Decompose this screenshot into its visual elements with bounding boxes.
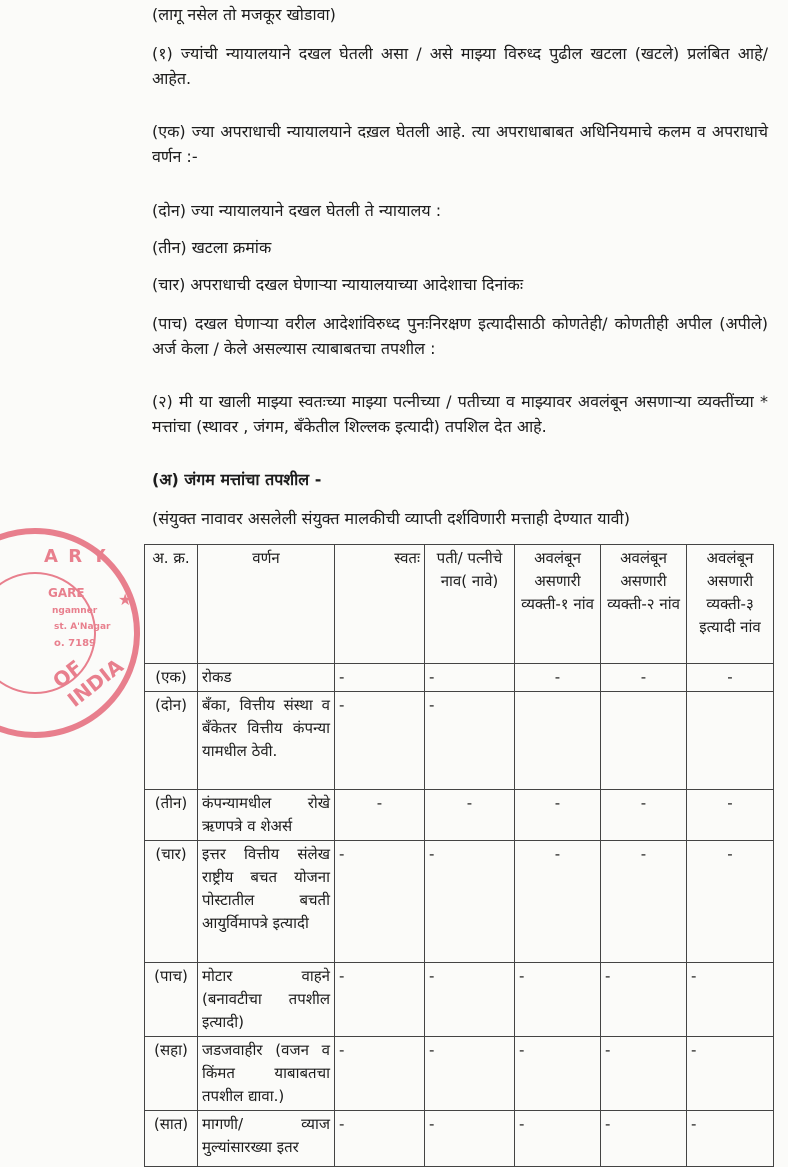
cell-dependent-2 [601,692,687,790]
seal-text-place: ngamner [52,606,98,616]
cell-dependent-2: - [601,1111,687,1167]
row-number: (पाच) [145,963,198,1037]
header-serial: अ. क्र. [145,545,198,664]
seal-text-bottom: OF INDIA [48,653,128,712]
table-row [145,790,774,841]
cell-self: - [335,664,425,692]
row-description: मागणी/ व्याज मुल्यांसारख्या इतर [198,1111,335,1167]
cell-self: - [335,1037,425,1111]
cell-dependent-2: - [601,841,687,963]
cell-dependent-2: - [601,1037,687,1111]
cell-spouse: - [425,692,515,790]
header-spouse: पती/ पत्नीचे नाव( नावे) [425,545,515,664]
cell-dependent-3: - [687,841,774,963]
cell-dependent-1 [515,692,601,790]
row-number: (चार) [145,841,198,963]
header-description: वर्णन [198,545,335,664]
table-row [145,692,774,790]
section-heading: (अ) जंगम मत्तांचा तपशील - [152,470,322,489]
row-description: बँका, वित्तीय संस्था व बँकेतर वित्तीय कंपन्या यामधील ठेवी. [198,692,335,790]
cell-self: - [335,841,425,963]
cell-spouse: - [425,963,515,1037]
cell-dependent-1: - [515,1111,601,1167]
row-description: मोटार वाहने (बनावटीचा तपशील इत्यादी) [198,963,335,1037]
row-description: रोकड [198,664,335,692]
paragraph-ek: (एक) ज्या अपराधाची न्यायालयाने दख़ल घेतली आहे. त्या अपराधाबाबत अधिनियमाचे कलम व अपराधाचे वर्णन :- [152,122,768,166]
header-self: स्वतः [335,545,425,664]
seal-text-district: st. A'Nagar [54,622,111,632]
cell-dependent-3: - [687,963,774,1037]
seal-text-top: A R Y [44,546,108,567]
paragraph-don: (दोन) ज्या न्यायालयाने दखल घेतली ते न्यायालय : [152,201,442,220]
paragraph-teen: (तीन) खटला क्रमांक [152,238,272,257]
cell-dependent-3: - [687,790,774,841]
row-number: (एक) [145,664,198,692]
table-row [145,1037,774,1111]
notary-seal [0,528,140,738]
paragraph-char: (चार) अपराधाची दखल घेणाऱ्या न्यायालयाच्या आदेशाचा दिनांकः [152,275,524,294]
cell-dependent-3: - [687,1037,774,1111]
cell-self: - [335,790,425,841]
paragraph-1: (१) ज्यांची न्यायालयाने दखल घेतली असा / असे माझ्या विरुध्द पुढील खटला (खटले) प्रलंबित आहे/ आहेत. [152,44,768,88]
cell-dependent-3 [687,692,774,790]
cell-dependent-2: - [601,664,687,692]
table-row [145,664,774,692]
seal-text-name: GARE [48,586,85,600]
cell-dependent-3: - [687,1111,774,1167]
row-description: इत्तर वित्तीय संलेख राष्ट्रीय बचत योजना पोस्टातील बचती आयुर्विमापत्रे इत्यादी [198,841,335,963]
cell-spouse: - [425,664,515,692]
table-row [145,1111,774,1167]
paragraph-pach: (पाच) दखल घेणाऱ्या वरील आदेशांविरुध्द पुनःनिरक्षण इत्यादीसाठी कोणतेही/ कोणतीही अपील (अपीले) अर्ज केला / केले असल्यास त्याबाबतचा तपशील : [152,314,768,358]
header-dependent-2: अवलंबून असणारी व्यक्ती-२ नांव [601,545,687,664]
cell-dependent-1: - [515,664,601,692]
header-dependent-3: अवलंबून असणारी व्यक्ती-३ इत्यादी नांव [687,545,774,664]
cell-self: - [335,692,425,790]
table-row [145,841,774,963]
cell-self: - [335,963,425,1037]
cell-dependent-2: - [601,790,687,841]
cell-dependent-3: - [687,664,774,692]
row-description: कंपन्यामधील रोखे ऋणपत्रे व शेअर्स [198,790,335,841]
seal-text-number: o. 7189 [54,638,96,649]
row-number: (सात) [145,1111,198,1167]
row-number: (सहा) [145,1037,198,1111]
row-number: (तीन) [145,790,198,841]
cell-spouse: - [425,1111,515,1167]
section-subnote: (संयुक्त नावावर असलेली संयुक्त मालकीची व्याप्ती दर्शविणारी मत्ताही देण्यात यावी) [152,509,630,528]
paragraph-2: (२) मी या खाली माझ्या स्वतःच्या माझ्या पत्नीच्या / पतीच्या व माझ्यावर अवलंबून असणाऱ्या व्यक्तींच्या * मत्तांचा (स्थावर , जंगम, बँकेतील शिल्लक इत्यादी) तपशिल देत आहे. [152,392,768,436]
row-number: (दोन) [145,692,198,790]
instruction-note: (लागू नसेल तो मजकूर खोडावा) [152,5,336,24]
cell-dependent-1: - [515,963,601,1037]
cell-spouse: - [425,841,515,963]
seal-star-icon: ★ [118,590,133,609]
cell-dependent-2: - [601,963,687,1037]
cell-spouse: - [425,1037,515,1111]
cell-dependent-1: - [515,1037,601,1111]
cell-dependent-1: - [515,841,601,963]
row-description: जडजवाहीर (वजन व किंमत याबाबतचा तपशील द्यावा.) [198,1037,335,1111]
movable-assets-table [144,544,774,1167]
cell-dependent-1: - [515,790,601,841]
table-row [145,963,774,1037]
cell-self: - [335,1111,425,1167]
table-header-row [145,545,774,664]
header-dependent-1: अवलंबून असणारी व्यक्ती-१ नांव [515,545,601,664]
cell-spouse: - [425,790,515,841]
